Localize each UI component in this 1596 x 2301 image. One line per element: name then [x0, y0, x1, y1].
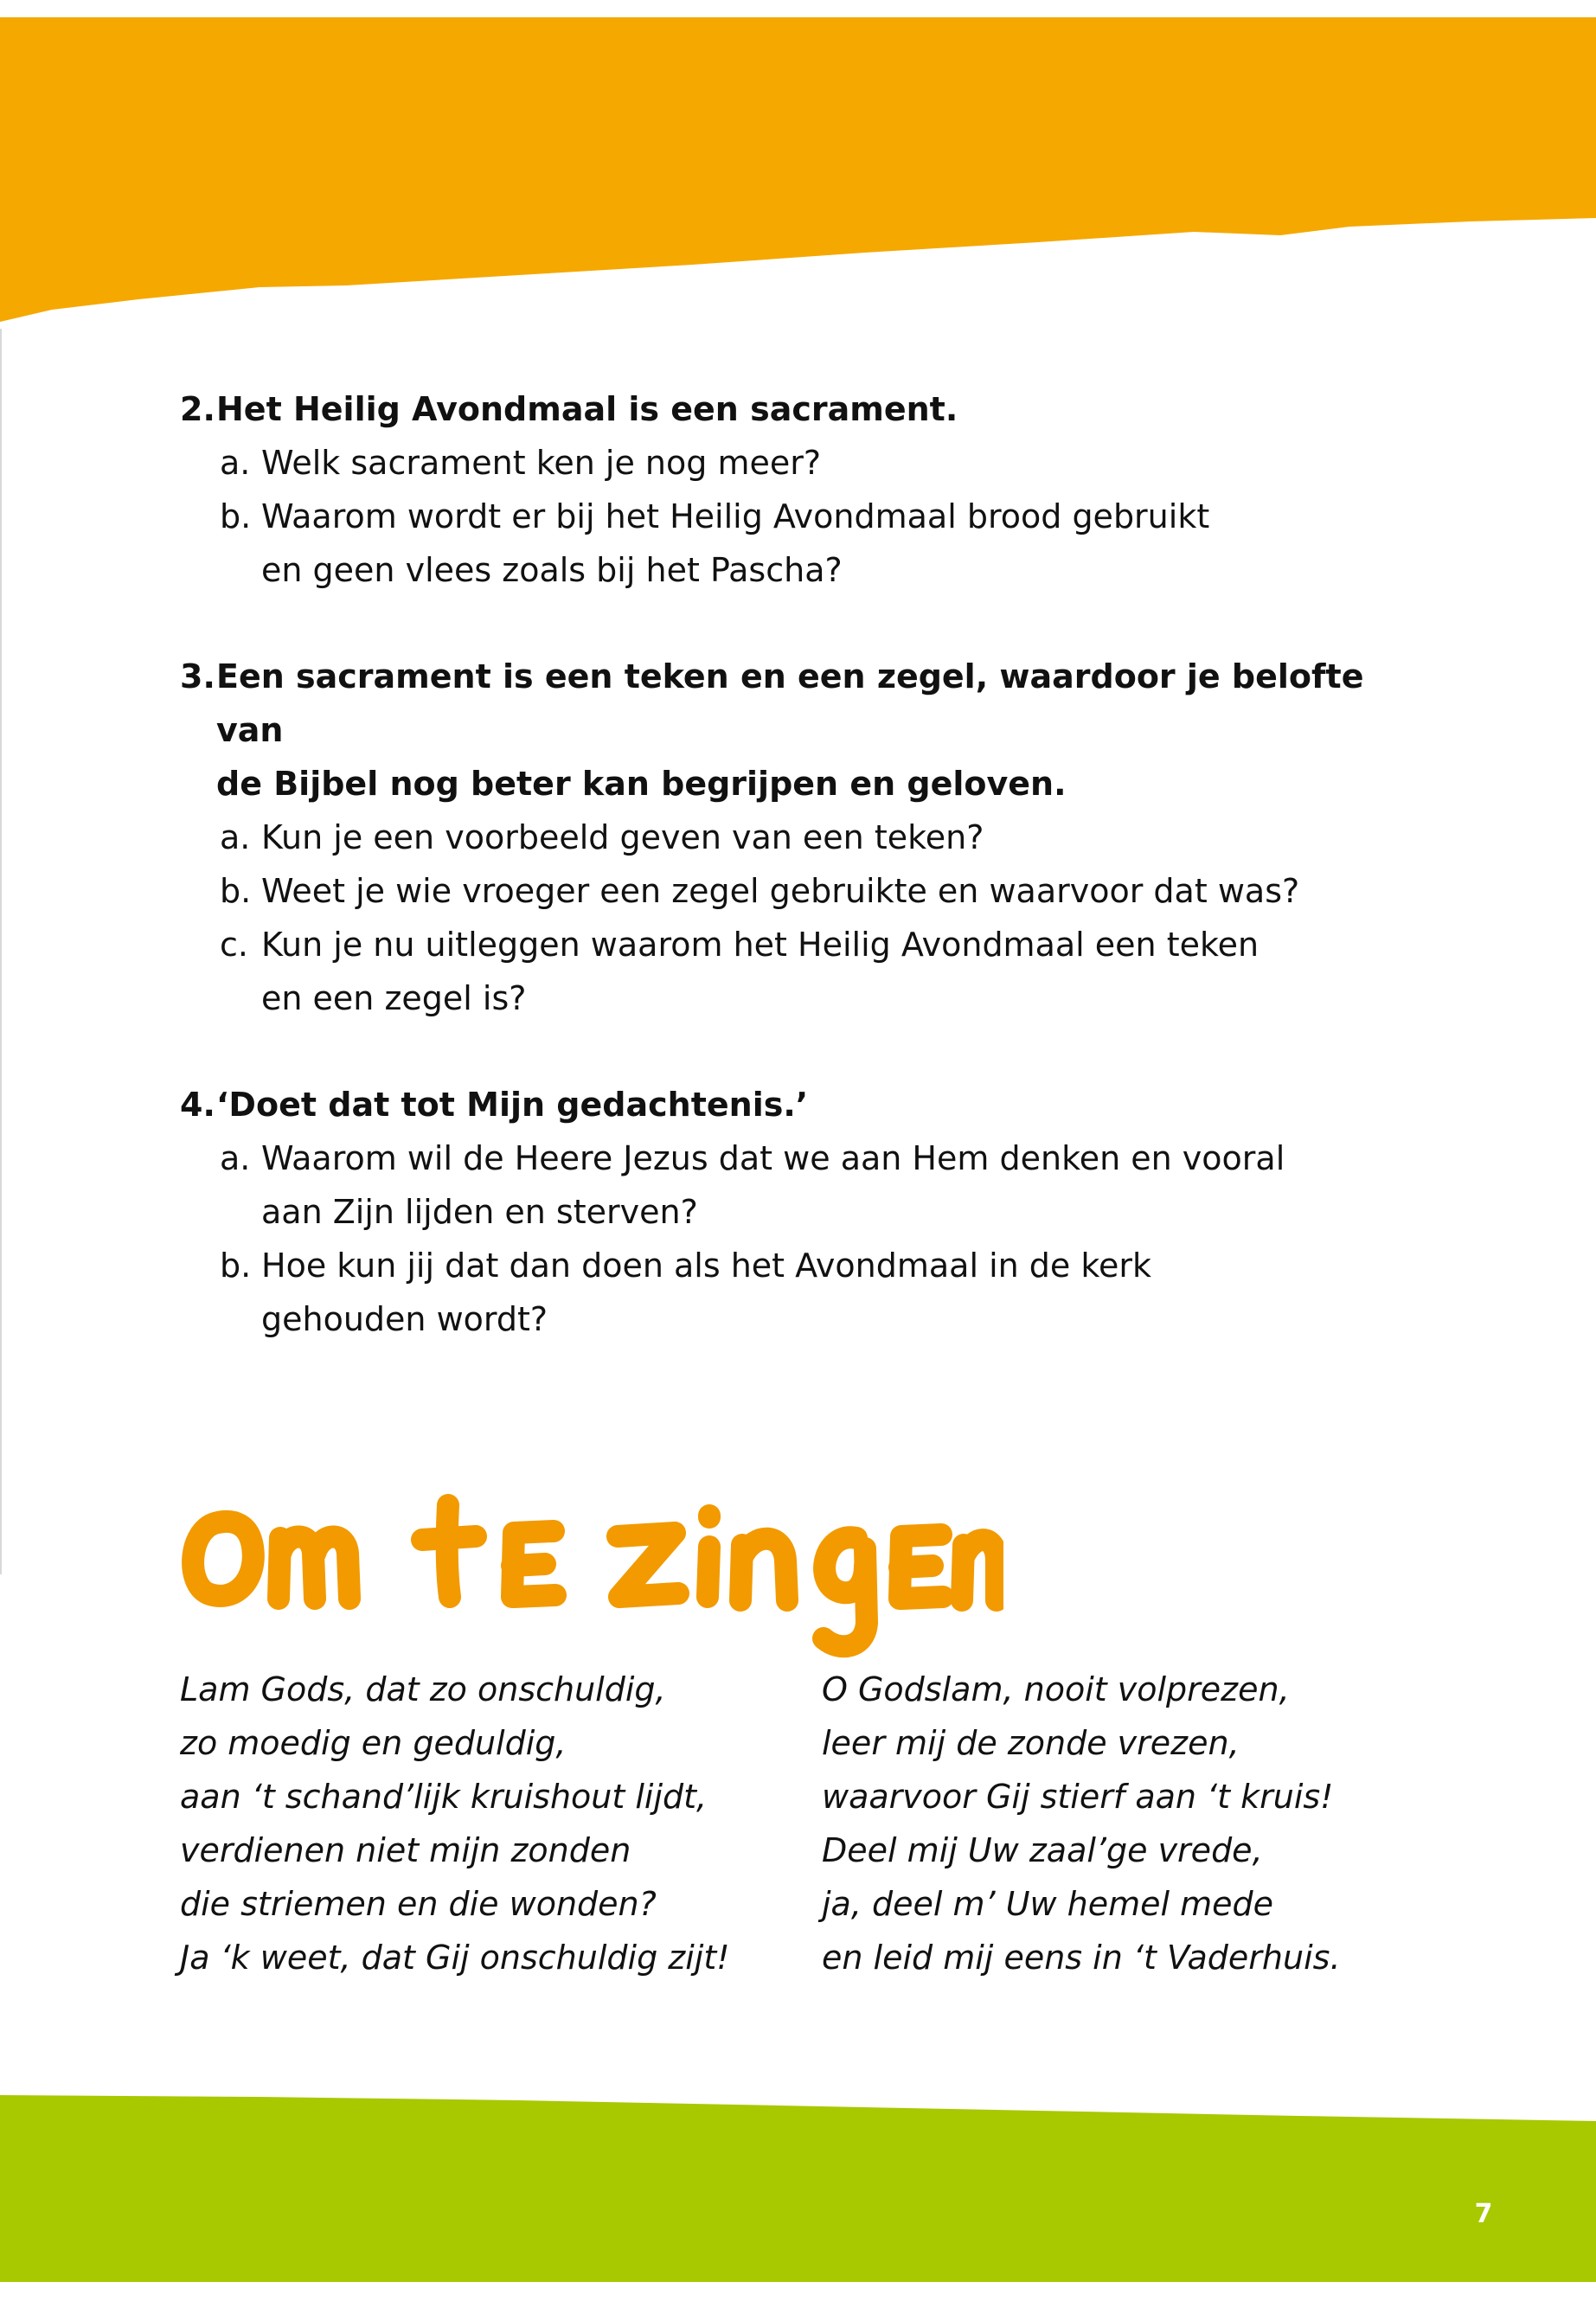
question-number: 4. — [180, 1086, 215, 1124]
margin-line — [0, 329, 2, 1574]
verse-line: ja, deel m’ Uw hemel mede — [822, 1885, 1274, 1923]
question-number: 3. — [180, 657, 215, 695]
sub-question-letter: a. — [220, 818, 251, 856]
sub-question-line: en geen vlees zoals bij het Pascha? — [261, 551, 843, 589]
sub-question-line: Kun je nu uitleggen waarom het Heilig Avondmaal een teken — [261, 926, 1259, 964]
question-title-line: Een sacrament is een teken en een zegel, waardoor je belofte van — [216, 657, 1364, 749]
verse-line: zo moedig en geduldig, — [180, 1724, 567, 1762]
question-2 — [180, 382, 1391, 597]
verse-line: Ja ‘k weet, dat Gij onschuldig zijt! — [180, 1939, 730, 1977]
verse-line: waarvoor Gij stierf aan ‘t kruis! — [822, 1778, 1334, 1816]
question-title-line: ‘Doet dat tot Mijn gedachtenis.’ — [216, 1086, 809, 1124]
sub-question-line: Waarom wordt er bij het Heilig Avondmaal brood gebruikt — [261, 497, 1210, 535]
sub-question-letter: b. — [220, 872, 252, 910]
question-title-line: Het Heilig Avondmaal is een sacrament. — [216, 390, 958, 428]
verse-line: verdienen niet mijn zonden — [180, 1831, 631, 1869]
sub-question-line: Hoe kun jij dat dan doen als het Avondmaal in de kerk — [261, 1247, 1152, 1285]
page-number: 7 — [1474, 2199, 1493, 2229]
sub-question-line: Kun je een voorbeeld geven van een teken? — [261, 818, 984, 856]
sub-question-letter: a. — [220, 444, 251, 482]
sub-question-letter: a. — [220, 1139, 251, 1177]
question-title — [180, 650, 1391, 811]
orange-header-band — [0, 0, 1596, 346]
song-verse-right — [822, 1663, 1427, 1984]
song-verse-left — [180, 1663, 785, 1984]
question-4 — [180, 1078, 1391, 1346]
question-title — [180, 1078, 1391, 1131]
sub-question — [220, 1239, 1391, 1346]
sub-question-letter: b. — [220, 1247, 252, 1285]
sub-question-line: Welk sacrament ken je nog meer? — [261, 444, 822, 482]
sub-question-line: Weet je wie vroeger een zegel gebruikte en waarvoor dat was? — [261, 872, 1300, 910]
sub-question — [220, 436, 1391, 490]
sub-question — [220, 1131, 1391, 1239]
sub-question-line: gehouden wordt? — [261, 1300, 548, 1338]
verse-line: aan ‘t schand’lijk kruishout lijdt, — [180, 1778, 708, 1816]
verse-line: die striemen en die wonden? — [180, 1885, 657, 1923]
sub-question-line: Waarom wil de Heere Jezus dat we aan Hem denken en vooral — [261, 1139, 1285, 1177]
question-title-line: de Bijbel nog beter kan begrijpen en geloven. — [216, 765, 1067, 803]
sub-question-letter: b. — [220, 497, 252, 535]
question-3 — [180, 650, 1391, 1025]
question-number: 2. — [180, 390, 215, 428]
sub-question — [220, 490, 1391, 597]
question-list — [180, 382, 1391, 1399]
green-footer-band — [0, 2076, 1596, 2301]
sub-question — [220, 864, 1391, 918]
verse-line: en leid mij eens in ‘t Vaderhuis. — [822, 1939, 1341, 1977]
sub-question-line: aan Zijn lijden en sterven? — [261, 1193, 698, 1231]
sub-question — [220, 918, 1391, 1025]
question-title — [180, 382, 1391, 436]
sub-question-letter: c. — [220, 926, 248, 964]
sub-question-line: en een zegel is? — [261, 979, 527, 1017]
verse-line: leer mij de zonde vrezen, — [822, 1724, 1240, 1762]
sub-question — [220, 811, 1391, 864]
verse-line: Deel mij Uw zaal’ge vrede, — [822, 1831, 1263, 1869]
verse-line: O Godslam, nooit volprezen, — [822, 1670, 1290, 1708]
song-heading — [173, 1471, 1003, 1670]
song-heading-lettering — [193, 1505, 997, 1646]
verse-line: Lam Gods, dat zo onschuldig, — [180, 1670, 666, 1708]
